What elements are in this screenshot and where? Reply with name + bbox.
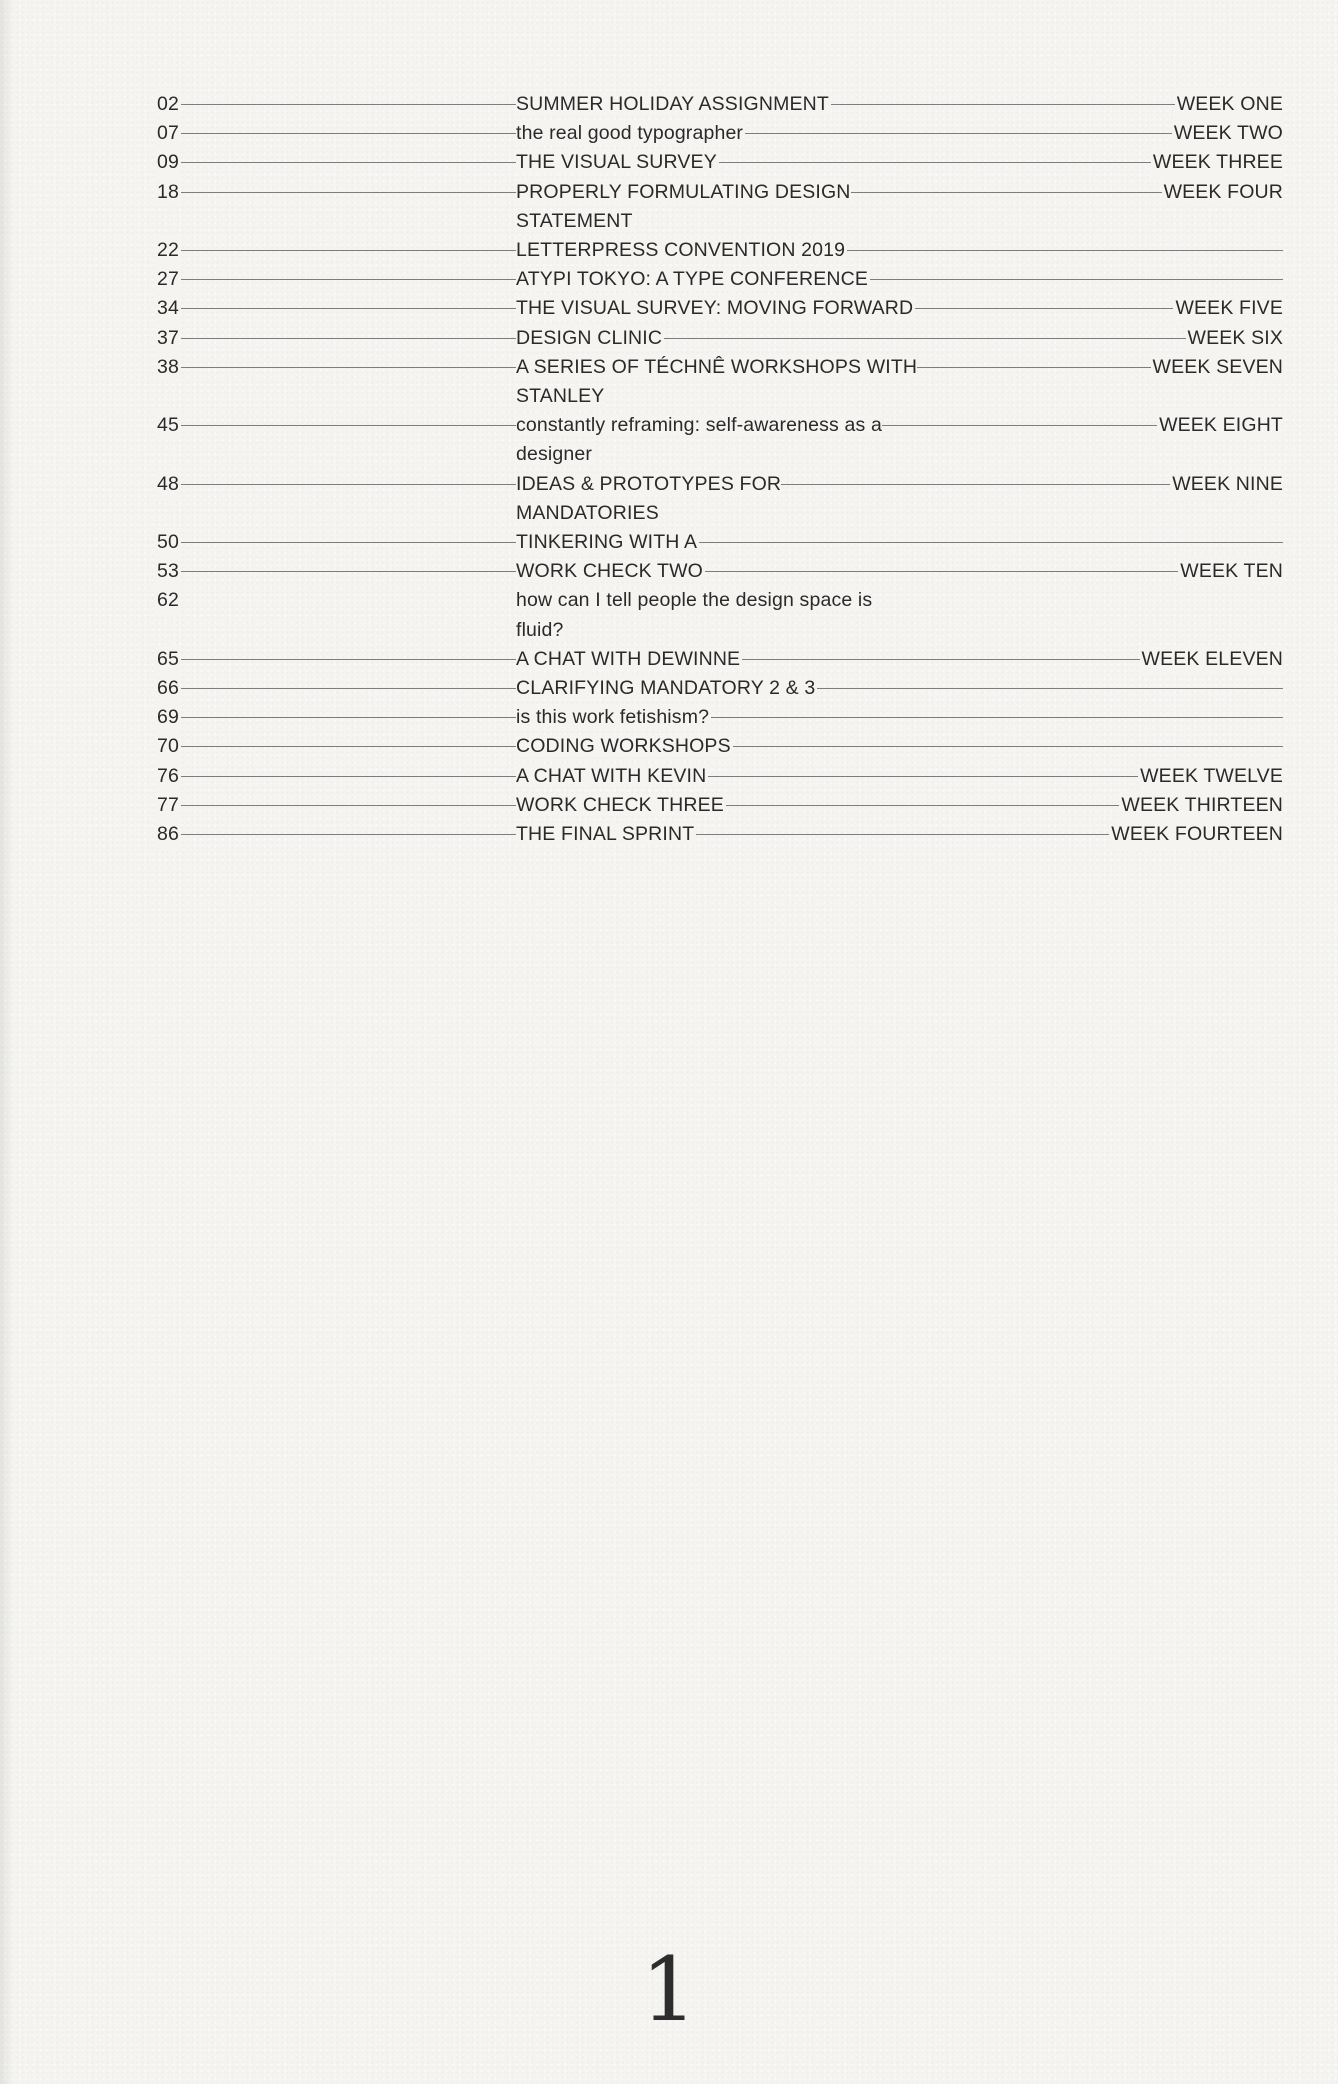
toc-entry	[157, 324, 1283, 353]
toc-title: how can I tell people the design space is fluid?	[516, 589, 873, 641]
toc-page-number: 50	[157, 528, 181, 557]
toc-entry	[157, 645, 1283, 674]
toc-entry	[157, 90, 1283, 119]
toc-title: A SERIES OF TÉCHNÊ WORKSHOPS WITH STANLEY	[516, 355, 918, 408]
toc-title-wrap	[516, 470, 926, 528]
toc-title: LETTERPRESS CONVENTION 2019	[516, 239, 846, 262]
toc-title-wrap	[516, 557, 705, 586]
toc-title: CODING WORKSHOPS	[516, 735, 731, 758]
toc-page-number: 53	[157, 557, 181, 586]
toc-title: THE VISUAL SURVEY	[516, 151, 717, 174]
toc-title-wrap	[516, 732, 733, 761]
toc-title: WORK CHECK TWO	[516, 560, 703, 583]
toc-week-label: WEEK TWELVE	[1138, 762, 1283, 791]
toc-page-number: 07	[157, 119, 181, 148]
leader-line	[157, 717, 1283, 718]
toc-entry	[157, 353, 1283, 411]
toc-page-number: 09	[157, 148, 181, 177]
toc-title-wrap	[516, 178, 926, 236]
toc-entry	[157, 762, 1283, 791]
toc-entry	[157, 236, 1283, 265]
toc-title: THE VISUAL SURVEY: MOVING FORWARD	[516, 297, 914, 320]
leader-line	[157, 571, 1283, 572]
toc-title: is this work fetishism?	[516, 706, 710, 729]
toc-page-number: 77	[157, 791, 181, 820]
toc-title: IDEAS & PROTOTYPES FOR MANDATORIES	[516, 472, 782, 524]
toc-page-number: 76	[157, 762, 181, 791]
toc-week-label: WEEK ONE	[1175, 90, 1283, 119]
toc-title-wrap	[516, 294, 915, 323]
toc-week-label: WEEK ELEVEN	[1140, 645, 1283, 674]
toc-title: PROPERLY FORMULATING DESIGN STATEMENT	[516, 180, 851, 232]
toc-title-wrap	[516, 586, 926, 644]
toc-week-label: WEEK EIGHT	[1157, 411, 1283, 440]
toc-title: CLARIFYING MANDATORY 2 & 3	[516, 677, 816, 700]
toc-page-number: 45	[157, 411, 181, 440]
toc-title-wrap	[516, 411, 926, 469]
leader-line	[157, 542, 1283, 543]
toc-title: ATYPI TOKYO: A TYPE CONFERENCE	[516, 268, 868, 291]
toc-week-label: WEEK FOURTEEN	[1109, 820, 1283, 849]
leader-line	[157, 338, 1283, 339]
toc-entry	[157, 791, 1283, 820]
toc-page-number: 48	[157, 470, 181, 499]
toc-title-wrap	[516, 90, 831, 119]
toc-entry	[157, 470, 1283, 528]
toc-title: SUMMER HOLIDAY ASSIGNMENT	[516, 93, 829, 115]
toc-entry	[157, 586, 1283, 644]
toc-week-label: WEEK SIX	[1186, 324, 1283, 353]
toc-week-label: WEEK TWO	[1172, 119, 1283, 148]
toc-title: the real good typographer	[516, 122, 744, 145]
toc-title-wrap	[516, 236, 847, 265]
toc-entry	[157, 148, 1283, 177]
toc-title-wrap	[516, 791, 726, 820]
toc-title-wrap	[516, 324, 664, 353]
toc-title-wrap	[516, 148, 719, 177]
leader-line	[157, 776, 1283, 777]
toc-entry	[157, 294, 1283, 323]
toc-title: THE FINAL SPRINT	[516, 823, 695, 846]
toc-week-label: WEEK SEVEN	[1151, 353, 1283, 382]
toc-page-number: 27	[157, 265, 181, 294]
toc-title-wrap	[516, 674, 817, 703]
toc-week-label: WEEK TEN	[1178, 557, 1283, 586]
toc-page-number: 66	[157, 674, 181, 703]
toc-entry	[157, 119, 1283, 148]
toc-title-wrap	[516, 265, 870, 294]
table-of-contents	[157, 90, 1283, 849]
toc-title-wrap	[516, 762, 708, 791]
toc-title-wrap	[516, 353, 926, 411]
toc-week-label: WEEK NINE	[1170, 470, 1283, 499]
toc-title-wrap	[516, 528, 699, 557]
toc-title: TINKERING WITH A	[516, 531, 698, 554]
toc-entry	[157, 265, 1283, 294]
toc-title: A CHAT WITH KEVIN	[516, 764, 707, 787]
toc-entry	[157, 703, 1283, 732]
toc-page-number: 22	[157, 236, 181, 265]
toc-title: A CHAT WITH DEWINNE	[516, 647, 741, 670]
page-number: 1	[641, 1938, 697, 2041]
toc-entry	[157, 732, 1283, 761]
toc-page-number: 34	[157, 294, 181, 323]
leader-line	[157, 162, 1283, 163]
toc-entry	[157, 820, 1283, 849]
toc-entry	[157, 528, 1283, 557]
toc-page-number: 38	[157, 353, 181, 382]
toc-title-wrap	[516, 703, 711, 732]
toc-page-number: 69	[157, 703, 181, 732]
toc-week-label: WEEK FOUR	[1162, 178, 1283, 207]
toc-entry	[157, 178, 1283, 236]
toc-page-number: 37	[157, 324, 181, 353]
toc-title: DESIGN CLINIC	[516, 326, 663, 349]
toc-week-label: WEEK FIVE	[1173, 294, 1283, 323]
toc-title: constantly reframing: self-awareness as a designer	[516, 414, 882, 466]
toc-page-number: 65	[157, 645, 181, 674]
toc-week-label: WEEK THIRTEEN	[1119, 791, 1283, 820]
toc-title: WORK CHECK THREE	[516, 793, 724, 816]
toc-page-number: 18	[157, 178, 181, 207]
toc-title-wrap	[516, 820, 696, 849]
toc-page-number: 62	[157, 586, 181, 615]
toc-entry	[157, 411, 1283, 469]
toc-week-label: WEEK THREE	[1151, 148, 1283, 177]
toc-title-wrap	[516, 119, 745, 148]
toc-page-number: 70	[157, 732, 181, 761]
toc-entry	[157, 674, 1283, 703]
toc-title-wrap	[516, 645, 742, 674]
toc-entry	[157, 557, 1283, 586]
toc-page-number: 86	[157, 820, 181, 849]
toc-page-number: 02	[157, 90, 181, 119]
